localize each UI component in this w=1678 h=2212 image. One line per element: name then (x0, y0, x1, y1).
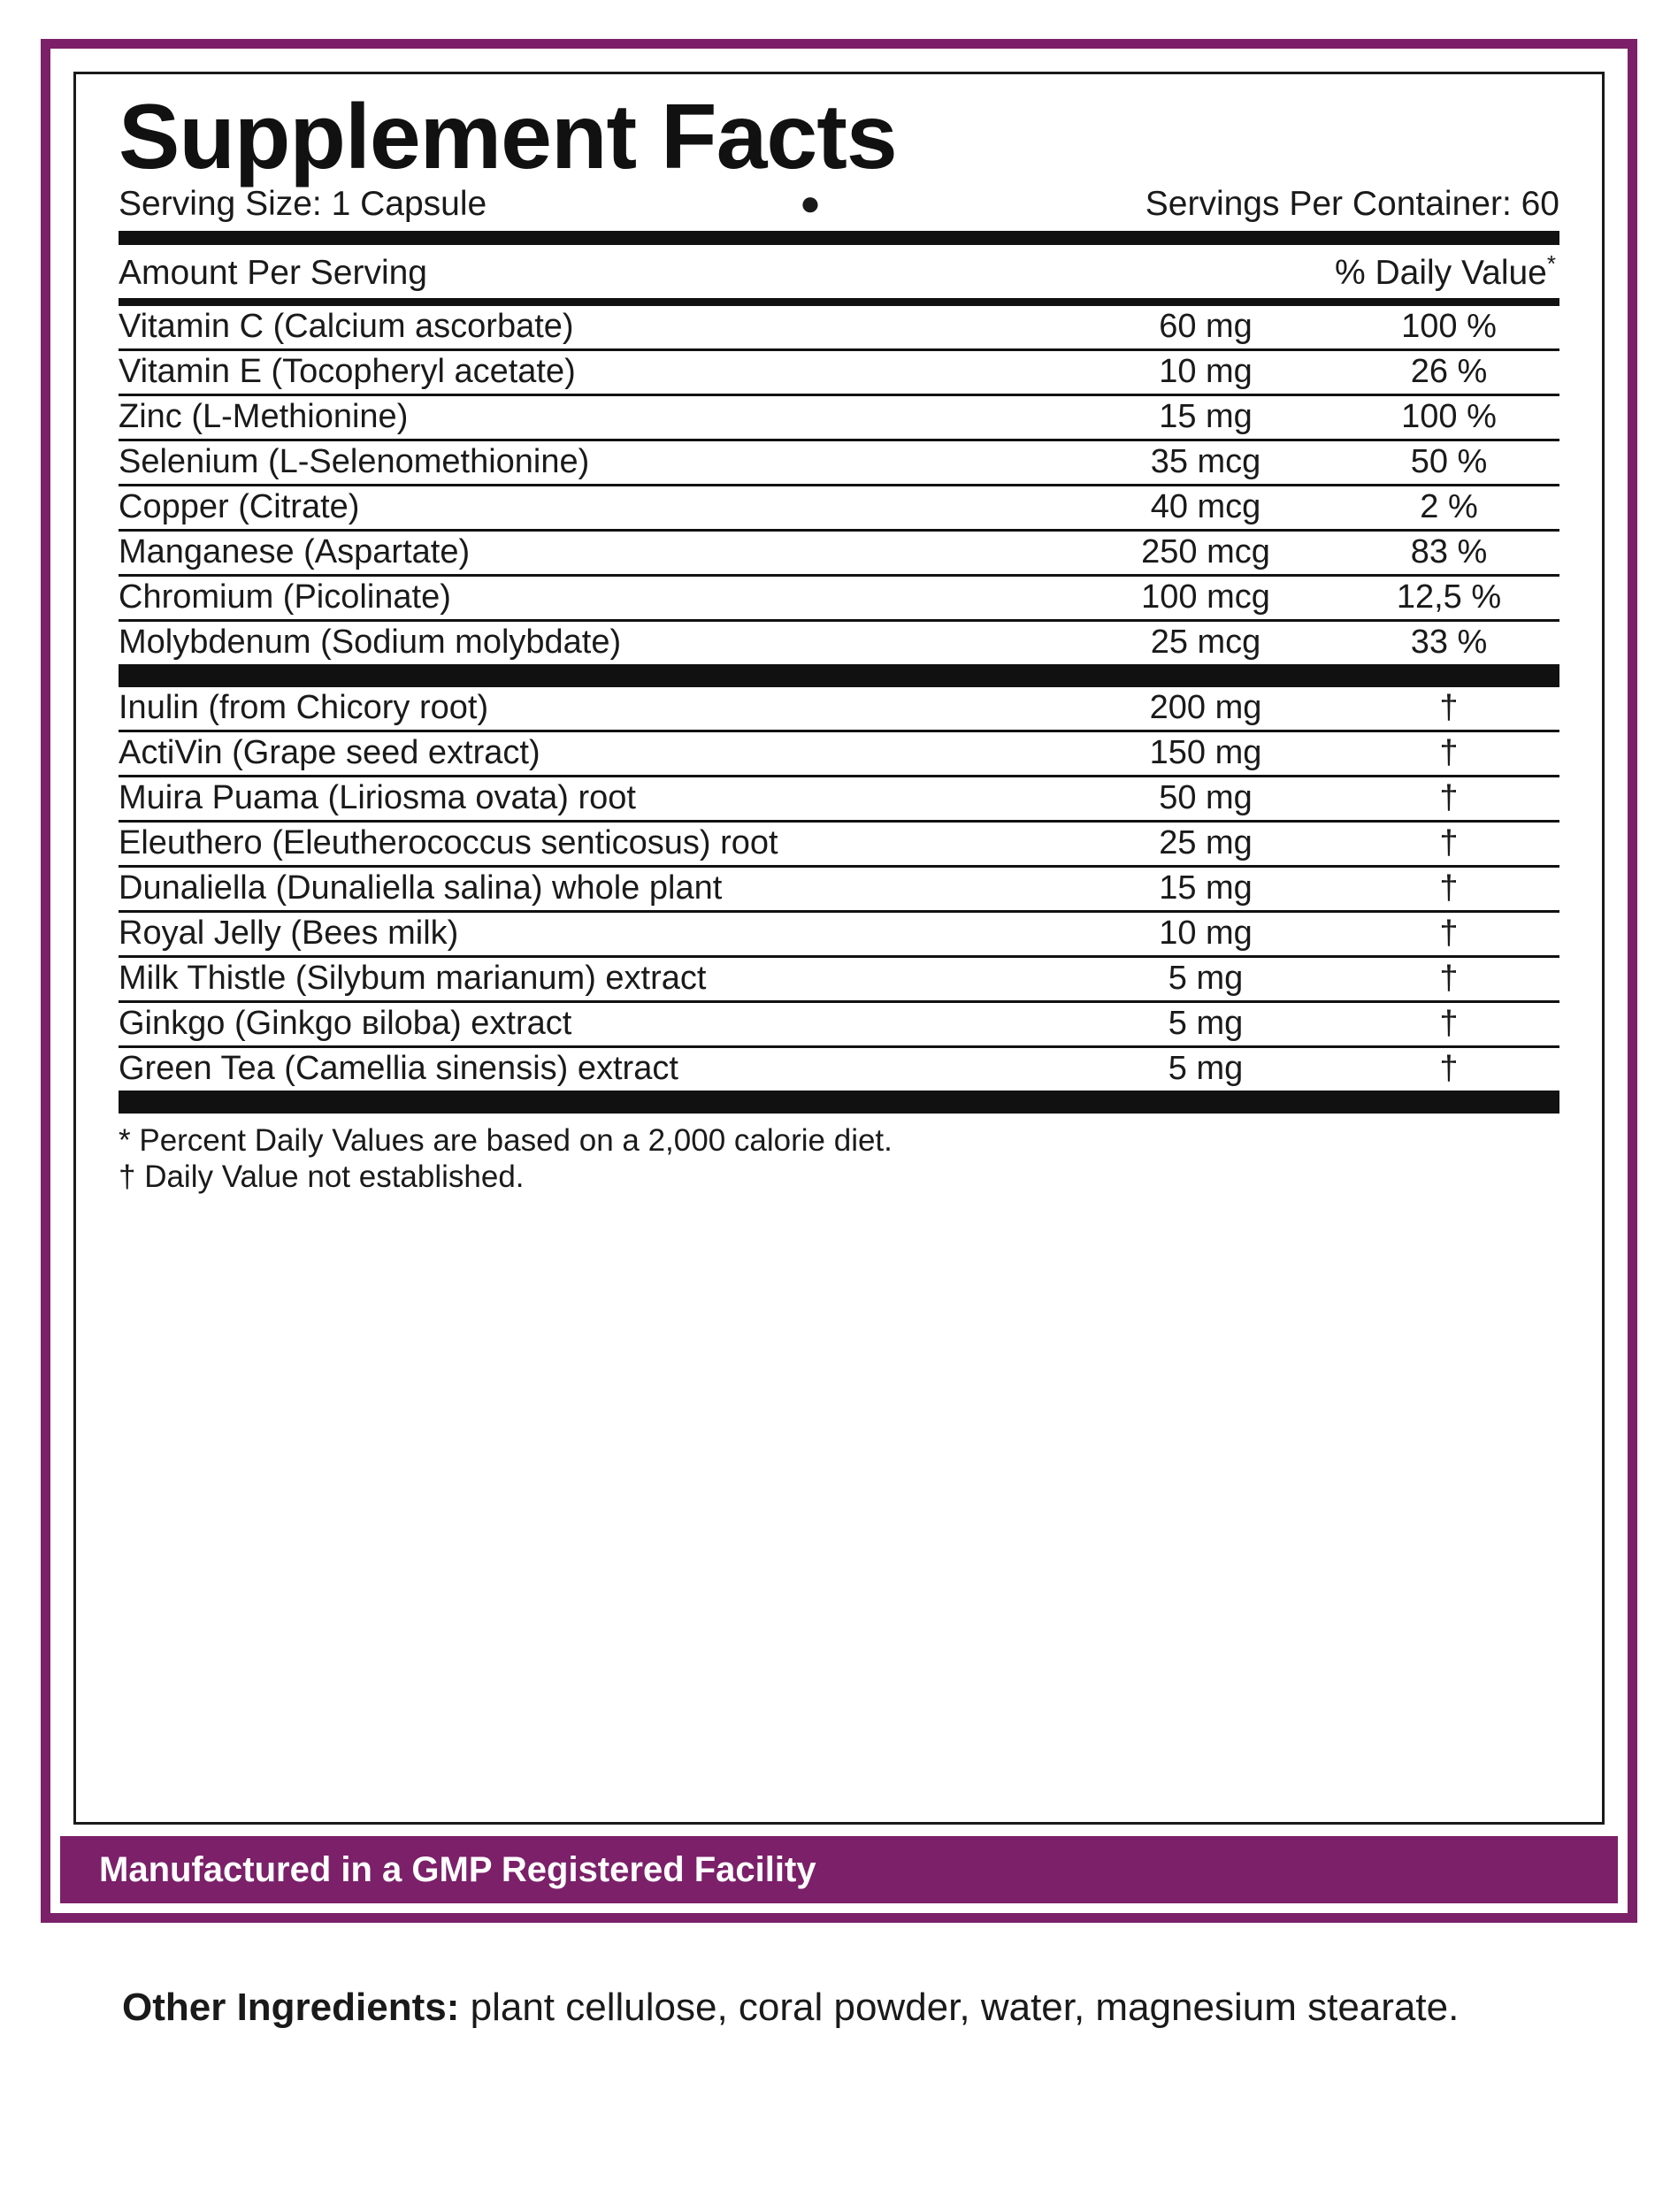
footnote-daily-value: * Percent Daily Values are based on a 2,000 calorie diet. (119, 1122, 893, 1158)
table-row (119, 575, 1559, 620)
table-row (119, 620, 1559, 664)
divider-thick-top (119, 231, 1559, 245)
ingredient-amount: 50 mg (1073, 776, 1338, 821)
table-row (119, 731, 1559, 776)
table-row (119, 394, 1559, 440)
nutrient-dv: 100 % (1338, 306, 1559, 350)
nutrient-dv: 12,5 % (1338, 575, 1559, 620)
table-row (119, 956, 1559, 1001)
ingredient-amount: 150 mg (1073, 731, 1338, 776)
ingredient-dv: † (1338, 731, 1559, 776)
nutrient-dv: 50 % (1338, 440, 1559, 485)
daily-value-asterisk: * (1546, 249, 1556, 277)
ingredient-amount: 10 mg (1073, 911, 1338, 956)
other-ingredients (122, 1981, 1537, 2033)
ingredient-amount: 5 mg (1073, 956, 1338, 1001)
vitamins-table (119, 306, 1559, 664)
ingredient-name: Eleuthero (Eleutherococcus senticosus) root (119, 821, 1073, 866)
divider-block-bottom (119, 1091, 1559, 1114)
gmp-text: Manufactured in a GMP Registered Facility (99, 1849, 816, 1889)
nutrient-name: Vitamin E (Tocopheryl acetate) (119, 349, 1073, 394)
ingredient-amount: 5 mg (1168, 1049, 1244, 1087)
ingredient-name: Milk Thistle (Silybum marianum) extract (119, 956, 1073, 1001)
footnote-dagger: † Daily Value not established. (119, 1160, 525, 1195)
ingredient-name: Royal Jelly (Bees milk) (119, 911, 1073, 956)
table-row (119, 911, 1559, 956)
ingredient-name: Dunaliella (Dunaliella salina) whole plant (119, 866, 1073, 911)
servings-per-container: Servings Per Container: 60 (1145, 185, 1559, 224)
table-row (119, 776, 1559, 821)
serving-info-row (119, 186, 1559, 231)
divider-block-middle (119, 664, 1559, 687)
footnotes (119, 1114, 1559, 1196)
nutrient-amount: 25 mcg (1150, 623, 1261, 661)
ingredient-amount: 15 mg (1073, 866, 1338, 911)
divider-mid-header (119, 298, 1559, 306)
ingredient-dv: † (1338, 911, 1559, 956)
serving-size: Serving Size: 1 Capsule (119, 185, 487, 224)
table-row (119, 440, 1559, 485)
nutrient-dv: 2 % (1338, 485, 1559, 530)
ingredient-dv: † (1338, 866, 1559, 911)
ingredient-dv: † (1338, 687, 1559, 731)
amount-per-serving-header: Amount Per Serving (119, 253, 428, 292)
ingredient-name: Ginkgo (Ginkgo вiloba) extract (119, 1001, 1073, 1046)
nutrient-dv: 33 % (1410, 623, 1488, 661)
nutrient-name: Chromium (Picolinate) (119, 575, 1073, 620)
supplement-facts-box (73, 72, 1605, 1825)
nutrient-name: Copper (Citrate) (119, 485, 1073, 530)
table-row (119, 485, 1559, 530)
nutrient-amount: 35 mcg (1073, 440, 1338, 485)
table-row (119, 1046, 1559, 1091)
nutrient-name: Vitamin C (Calcium ascorbate) (119, 306, 1073, 350)
nutrient-name: Zinc (L-Methionine) (119, 394, 1073, 440)
nutrient-amount: 15 mg (1073, 394, 1338, 440)
nutrient-dv: 26 % (1338, 349, 1559, 394)
nutrient-amount: 10 mg (1073, 349, 1338, 394)
ingredient-amount: 200 mg (1073, 687, 1338, 731)
supplement-facts-panel (41, 39, 1637, 1923)
ingredient-amount: 25 mg (1073, 821, 1338, 866)
ingredient-dv: † (1338, 821, 1559, 866)
page-title: Supplement Facts (119, 86, 897, 188)
nutrient-dv: 83 % (1338, 530, 1559, 575)
ingredient-name: ActiVin (Grape seed extract) (119, 731, 1073, 776)
gmp-banner (60, 1836, 1618, 1903)
other-ingredients-text: plant cellulose, coral powder, water, magnesium stearate. (459, 1986, 1460, 2029)
nutrient-amount: 250 mcg (1073, 530, 1338, 575)
other-ingredients-label: Other Ingredients: (122, 1986, 460, 2029)
ingredient-dv: † (1338, 1001, 1559, 1046)
table-row (119, 349, 1559, 394)
ingredient-amount: 5 mg (1073, 1001, 1338, 1046)
supplement-facts-content (119, 86, 1559, 1813)
ingredient-name: Inulin (from Chicory root) (119, 687, 1073, 731)
nutrient-name: Molybdenum (Sodium molybdate) (119, 623, 622, 661)
ingredient-name: Muira Puama (Liriosma ovata) root (119, 776, 1073, 821)
table-row (119, 306, 1559, 350)
ingredient-dv: † (1338, 776, 1559, 821)
ingredient-dv: † (1338, 956, 1559, 1001)
nutrient-name: Manganese (Aspartate) (119, 530, 1073, 575)
nutrient-amount: 40 mcg (1073, 485, 1338, 530)
nutrient-amount: 100 mcg (1073, 575, 1338, 620)
ingredient-name: Green Tea (Camellia sinensis) extract (119, 1049, 678, 1087)
ingredient-dv: † (1439, 1049, 1459, 1087)
table-row (119, 821, 1559, 866)
table-header-row (119, 245, 1559, 298)
table-row (119, 530, 1559, 575)
table-row (119, 866, 1559, 911)
table-row (119, 1001, 1559, 1046)
separator-dot-icon: ● (799, 184, 821, 224)
nutrient-dv: 100 % (1338, 394, 1559, 440)
table-row (119, 687, 1559, 731)
daily-value-header: % Daily Value* (1334, 249, 1556, 292)
botanicals-table (119, 687, 1559, 1091)
nutrient-name: Selenium (L-Selenomethionine) (119, 440, 1073, 485)
nutrient-amount: 60 mg (1073, 306, 1338, 350)
